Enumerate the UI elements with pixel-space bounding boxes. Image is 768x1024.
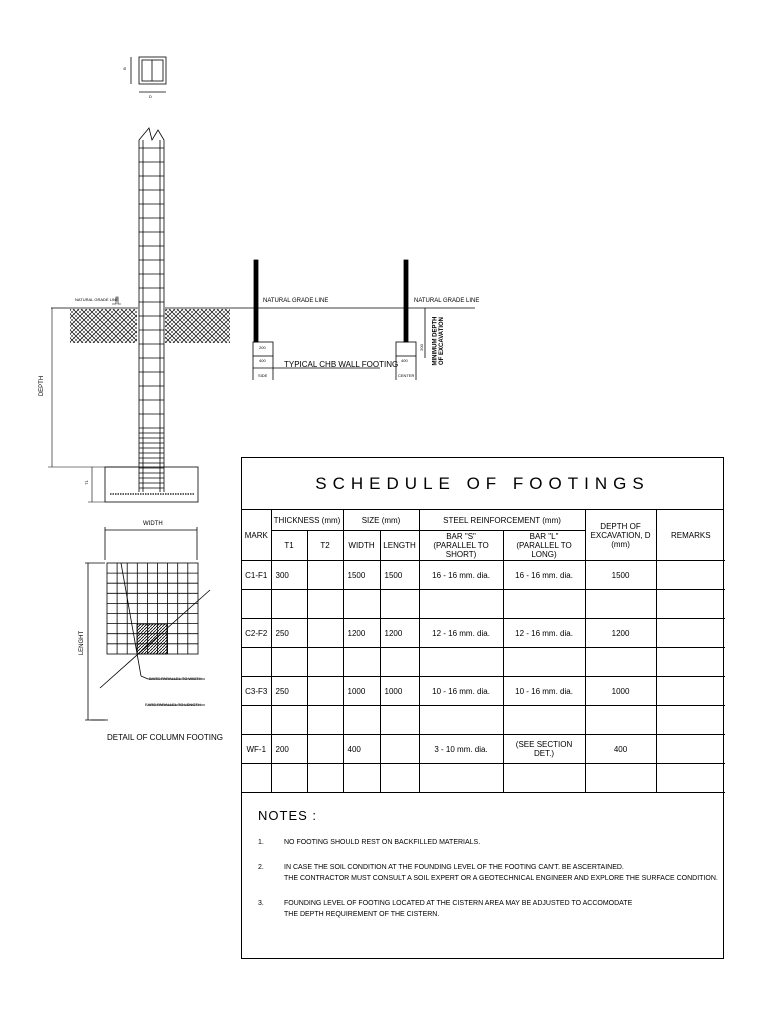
- cell-remarks: [656, 619, 725, 648]
- table-row-spacer: [242, 648, 725, 677]
- cell-t1: 250: [271, 619, 307, 648]
- cell-depth: 400: [585, 735, 656, 764]
- center-label: CENTER: [398, 373, 415, 378]
- header-bar-l-line-2: (PARALLEL TO LONG): [516, 541, 572, 559]
- cell-length: 1500: [380, 561, 419, 590]
- note-text: NO FOOTING SHOULD REST ON BACKFILLED MATERIALS.: [284, 839, 481, 846]
- footing-plan: [85, 527, 210, 720]
- header-bar-l: [503, 531, 585, 561]
- note-text: IN CASE THE SOIL CONDITION AT THE FOUNDING LEVEL OF THE FOOTING CAN'T. BE ASCERTAINED. THE CONTRACTOR MUST CONSULT A SOIL EXPERT OR A GEOTECHNICAL ENGINEER AND EXPLORE THE SURFACE CONDITION.: [284, 864, 718, 882]
- cell-bar-s: 16 - 16 mm. dia.: [419, 561, 503, 590]
- note-item: [258, 837, 718, 848]
- wall-footing-title: TYPICAL CHB WALL FOOTING: [284, 360, 399, 369]
- cell-bar-l: (SEE SECTION DET.): [503, 735, 585, 764]
- header-bar-s-line-1: BAR "S": [446, 532, 476, 541]
- cell-t2: [307, 561, 343, 590]
- table-row: [242, 677, 725, 706]
- cell-remarks: [656, 561, 725, 590]
- min-depth-line-2: OF EXCAVATION: [439, 317, 445, 365]
- header-width: WIDTH: [343, 531, 380, 561]
- wall-200-label-b: 200: [418, 344, 424, 351]
- note-item: [258, 862, 718, 884]
- cell-mark: WF-1: [242, 735, 271, 764]
- cell-depth: 1200: [585, 619, 656, 648]
- header-depth-line-2: EXCAVATION, D (mm): [590, 530, 651, 549]
- grade-line-label-right: NATURAL GRADE LINE: [414, 298, 480, 304]
- grade-line-label-mid: NATURAL GRADE LINE: [263, 298, 329, 304]
- bars-width-label: BARS PARALLEL TO WIDTH: [149, 676, 202, 681]
- t1-side-label: T1: [83, 480, 89, 485]
- note-text: FOUNDING LEVEL OF FOOTING LOCATED AT THE CISTERN AREA MAY BE ADJUSTED TO ACCOMODATE THE DEPTH REQUIREMENT OF THE CISTERN.: [284, 900, 633, 918]
- cell-width: 1000: [343, 677, 380, 706]
- cell-mark: C2-F2: [242, 619, 271, 648]
- cell-t2: [307, 619, 343, 648]
- tie-d-label: D: [149, 94, 152, 99]
- cell-t2: [307, 735, 343, 764]
- note-number: 2.: [258, 864, 264, 871]
- wall-400-label-b: 400: [401, 358, 408, 363]
- header-size: SIZE (mm): [343, 510, 419, 531]
- cell-width: 400: [343, 735, 380, 764]
- cell-depth: 1500: [585, 561, 656, 590]
- length-label: LENGHT: [79, 630, 86, 656]
- cell-t2: [307, 677, 343, 706]
- cell-bar-s: 3 - 10 mm. dia.: [419, 735, 503, 764]
- header-bar-l-line-1: BAR "L": [529, 532, 559, 541]
- cell-length: [380, 735, 419, 764]
- width-label: WIDTH: [143, 521, 163, 527]
- header-steel: STEEL REINFORCEMENT (mm): [419, 510, 585, 531]
- header-length: LENGTH: [380, 531, 419, 561]
- note-number: 1.: [258, 839, 264, 846]
- table-row-spacer: [242, 764, 725, 793]
- cell-width: 1500: [343, 561, 380, 590]
- column-elevation: [139, 128, 164, 492]
- cell-remarks: [656, 735, 725, 764]
- cell-bar-s: 10 - 16 mm. dia.: [419, 677, 503, 706]
- note-item: [258, 898, 718, 920]
- cell-width: 1200: [343, 619, 380, 648]
- column-tie-detail: [131, 57, 166, 92]
- cell-bar-l: 12 - 16 mm. dia.: [503, 619, 585, 648]
- header-remarks: REMARKS: [656, 510, 725, 561]
- table-row-spacer: [242, 706, 725, 735]
- notes-section: [258, 808, 718, 920]
- header-depth-line-1: DEPTH OF: [600, 521, 641, 531]
- header-thickness: THICKNESS (mm): [271, 510, 343, 531]
- cell-mark: C3-F3: [242, 677, 271, 706]
- footing-pad: [105, 467, 198, 502]
- grade-line-label-left: NATURAL GRADE LINE: [75, 297, 119, 302]
- table-row: [242, 561, 725, 590]
- header-mark: MARK: [242, 510, 271, 561]
- detail-title: DETAIL OF COLUMN FOOTING: [107, 733, 224, 742]
- cell-length: 1200: [380, 619, 419, 648]
- cell-bar-l: 10 - 16 mm. dia.: [503, 677, 585, 706]
- side-label: SIDE: [258, 373, 268, 378]
- header-t2: T2: [307, 531, 343, 561]
- cell-bar-l: 16 - 16 mm. dia.: [503, 561, 585, 590]
- wall-200-label-a: 200: [259, 345, 266, 350]
- tie-b-label: B: [121, 67, 127, 70]
- wall-400-label-a: 400: [259, 358, 266, 363]
- schedule-panel: [241, 457, 724, 959]
- bars-length-label: BARS PARALLEL TO LENGTH: [145, 702, 201, 707]
- cell-remarks: [656, 677, 725, 706]
- header-bar-s-line-2: (PARALLEL TO SHORT): [433, 541, 489, 559]
- cell-t1: 300: [271, 561, 307, 590]
- schedule-table: [242, 510, 725, 793]
- table-row: [242, 735, 725, 764]
- table-row-spacer: [242, 590, 725, 619]
- header-bar-s: [419, 531, 503, 561]
- depth-label: DEPTH: [39, 375, 46, 397]
- cell-t1: 250: [271, 677, 307, 706]
- cell-length: 1000: [380, 677, 419, 706]
- cell-mark: C1-F1: [242, 561, 271, 590]
- schedule-title: SCHEDULE OF FOOTINGS: [242, 458, 723, 510]
- cell-depth: 1000: [585, 677, 656, 706]
- cell-t1: 200: [271, 735, 307, 764]
- cell-bar-s: 12 - 16 mm. dia.: [419, 619, 503, 648]
- table-row: [242, 619, 725, 648]
- header-t1: T1: [271, 531, 307, 561]
- notes-heading: NOTES :: [258, 808, 318, 823]
- min-depth-line-1: MINIMUM DEPTH: [432, 316, 439, 366]
- note-number: 3.: [258, 900, 264, 907]
- header-depth: [585, 510, 656, 561]
